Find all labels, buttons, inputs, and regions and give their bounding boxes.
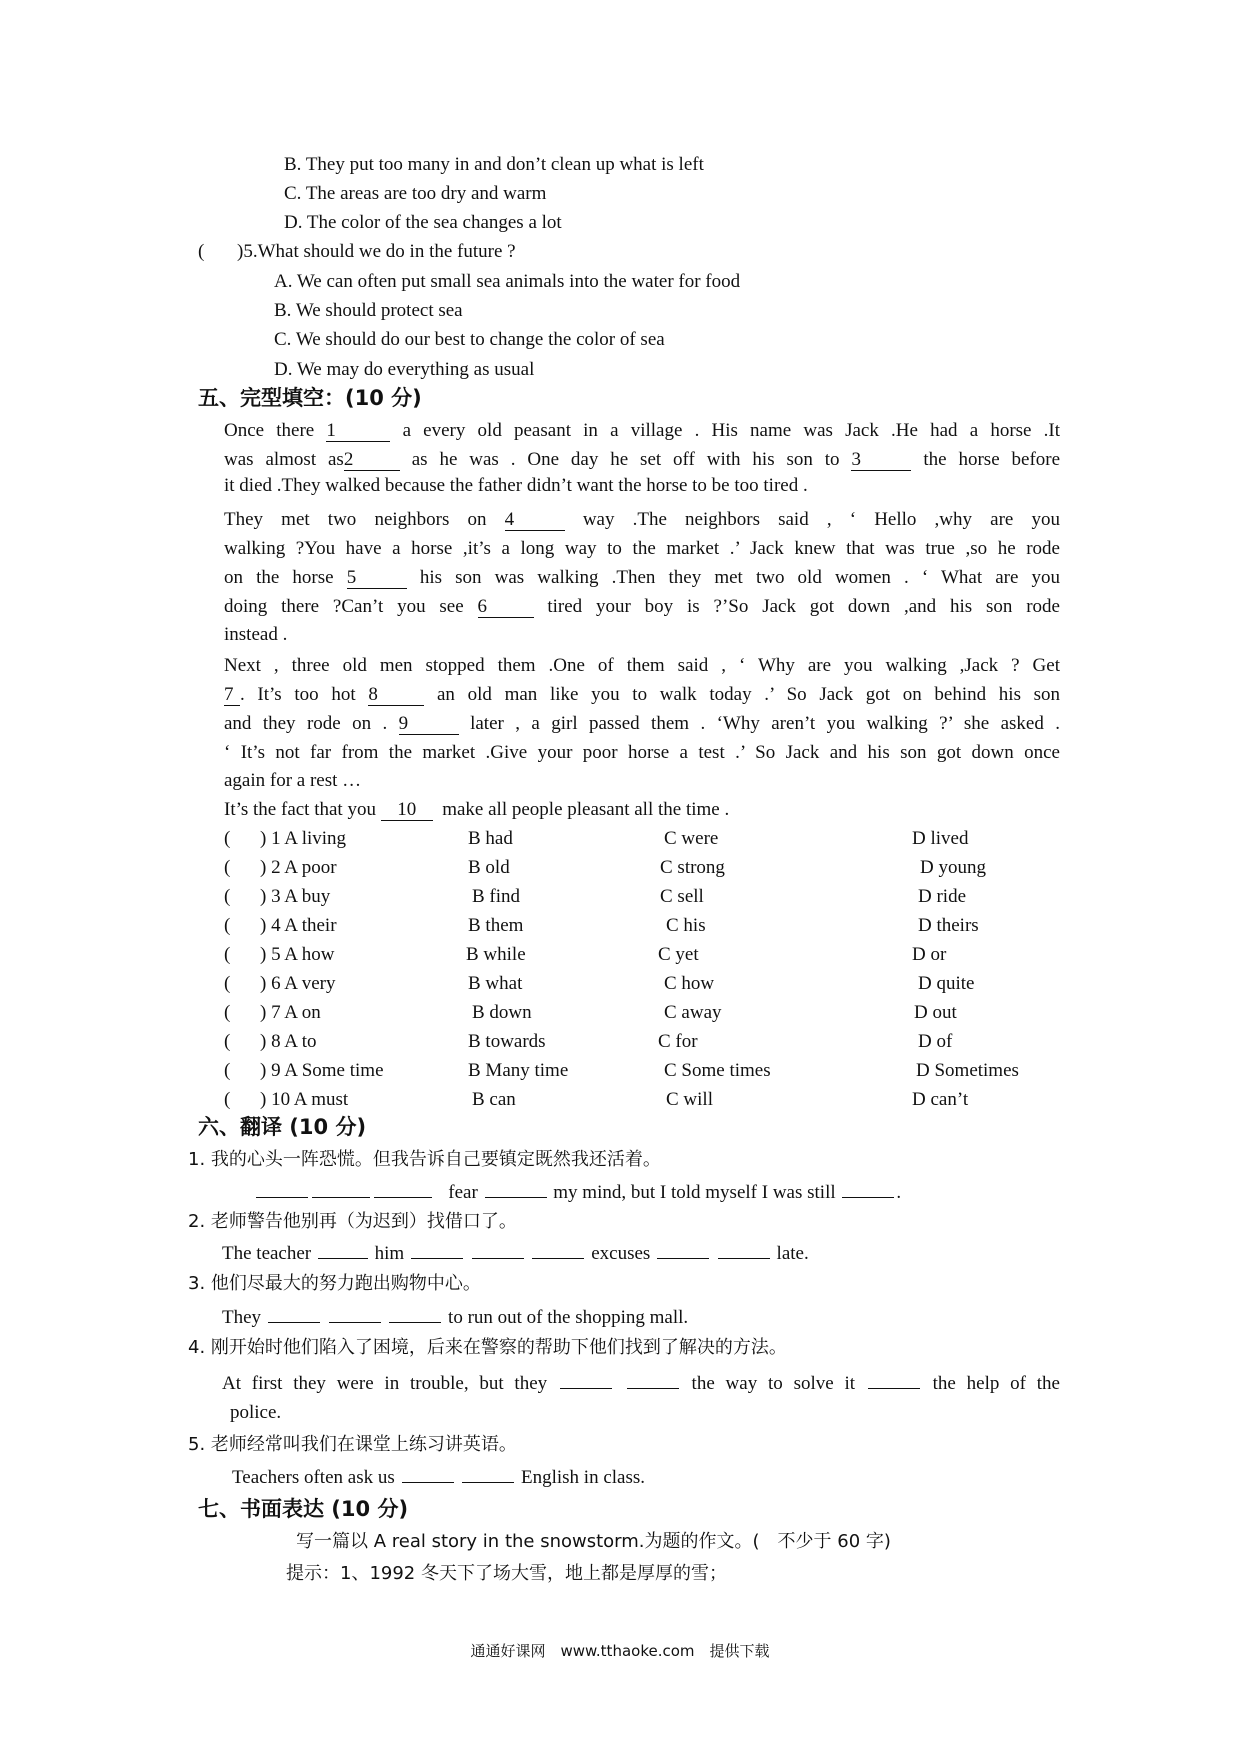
translation-q4-en-l1: At first they were in trouble, but they the way to solve it the help of the bbox=[222, 1373, 1060, 1394]
cloze-p2-l4: doing there ?Can’t you see 6 tired your boy is ?’So Jack got down ,and his son rode bbox=[224, 596, 1060, 617]
cloze-p1-l3: it died .They walked because the father didn’t want the horse to be too tired . bbox=[224, 475, 808, 496]
cloze-p2-l5: instead . bbox=[224, 624, 288, 645]
translation-q1-en: fear my mind, but I told myself I was still . bbox=[254, 1181, 901, 1205]
q5-bracket: ( bbox=[198, 241, 205, 262]
writing-hint: 提示：1、1992 冬天下了场大雪，地上都是厚厚的雪； bbox=[286, 1563, 727, 1584]
cloze-p1-l1: Once there 1 a every old peasant in a village . His name was Jack .He had a horse .It bbox=[224, 420, 1060, 441]
cloze-p1-l2: was almost as2 as he was . One day he set off with his son to 3 the horse before bbox=[224, 449, 1061, 470]
cloze-blank-6: 6 bbox=[478, 597, 534, 618]
cloze-blank-5: 5 bbox=[347, 568, 407, 589]
cloze-blank-4: 4 bbox=[505, 510, 565, 531]
q5-option-c: C. We should do our best to change the color of sea bbox=[274, 329, 665, 350]
translation-q2-cn: 2. 老师警告他别再（为迟到）找借口了。 bbox=[188, 1211, 517, 1232]
page-footer: 通通好课网 www.tthaoke.com 提供下载 bbox=[470, 1642, 770, 1660]
writing-heading: 七、书面表达 (10 分) bbox=[198, 1497, 409, 1521]
cloze-blank-9: 9 bbox=[399, 714, 459, 735]
cloze-p4: It’s the fact that you 10 make all people pleasant all the time . bbox=[224, 799, 730, 820]
cloze-heading: 五、完型填空：(10 分) bbox=[198, 386, 422, 410]
translation-q3-cn: 3. 他们尽最大的努力跑出购物中心。 bbox=[188, 1273, 481, 1294]
q5-option-d: D. We may do everything as usual bbox=[274, 359, 535, 380]
cloze-blank-2: 2 bbox=[344, 450, 400, 471]
q5-option-a: A. We can often put small sea animals into the water for food bbox=[274, 271, 741, 292]
cloze-blank-8: 8 bbox=[368, 685, 424, 706]
translation-q1-cn: 1. 我的心头一阵恐慌。但我告诉自己要镇定既然我还活着。 bbox=[188, 1149, 661, 1170]
cloze-p3-l3: and they rode on . 9 later , a girl passed them . ‘Why aren’t you walking ?’ she asked . bbox=[224, 713, 1061, 734]
cloze-blank-3: 3 bbox=[851, 450, 911, 471]
cloze-p3-l2: 7 . It’s too hot 8 an old man like you to walk today .’ So Jack got on behind his son bbox=[224, 684, 1061, 705]
writing-prompt: 写一篇以 A real story in the snowstorm.为题的作文。( 不少于 60 字) bbox=[296, 1531, 891, 1552]
cloze-blank-1: 1 bbox=[326, 421, 390, 442]
translation-q5-en: Teachers often ask us English in class. bbox=[232, 1467, 646, 1488]
cloze-p3-l1: Next , three old men stopped them .One of them said , ‘ Why are you walking ,Jack ? Get bbox=[224, 655, 1060, 676]
translation-q4-en-l2: police. bbox=[230, 1402, 282, 1423]
q4-option-c: C. The areas are too dry and warm bbox=[284, 183, 547, 204]
translation-q5-cn: 5. 老师经常叫我们在课堂上练习讲英语。 bbox=[188, 1434, 517, 1455]
q5-stem: )5.What should we do in the future ? bbox=[237, 241, 516, 262]
translation-heading: 六、翻译 (10 分) bbox=[198, 1115, 367, 1139]
translation-q2-en: The teacher him excuses late. bbox=[222, 1243, 809, 1264]
cloze-p2-l2: walking ?You have a horse ,it’s a long way to the market .’ Jack knew that was true ,so he rode bbox=[224, 538, 1060, 559]
translation-q4-cn: 4. 刚开始时他们陷入了困境，后来在警察的帮助下他们找到了解决的方法。 bbox=[188, 1337, 787, 1358]
q4-option-b: B. They put too many in and don’t clean up what is left bbox=[284, 154, 704, 175]
cloze-blank-10: 10 bbox=[381, 800, 433, 821]
cloze-p3-l5: again for a rest … bbox=[224, 770, 362, 791]
cloze-p2-l3: on the horse 5 his son was walking .Then they met two old women . ‘ What are you bbox=[224, 567, 1061, 588]
cloze-blank-7: 7 bbox=[224, 685, 240, 706]
cloze-p2-l1: They met two neighbors on 4 way .The neighbors said , ‘ Hello ,why are you bbox=[224, 509, 1061, 530]
translation-q3-en: They to run out of the shopping mall. bbox=[222, 1307, 689, 1328]
q4-option-d: D. The color of the sea changes a lot bbox=[284, 212, 562, 233]
q5-option-b: B. We should protect sea bbox=[274, 300, 463, 321]
cloze-p3-l4: ‘ It’s not far from the market .Give your poor horse a test .’ So Jack and his son got down once bbox=[224, 742, 1060, 763]
